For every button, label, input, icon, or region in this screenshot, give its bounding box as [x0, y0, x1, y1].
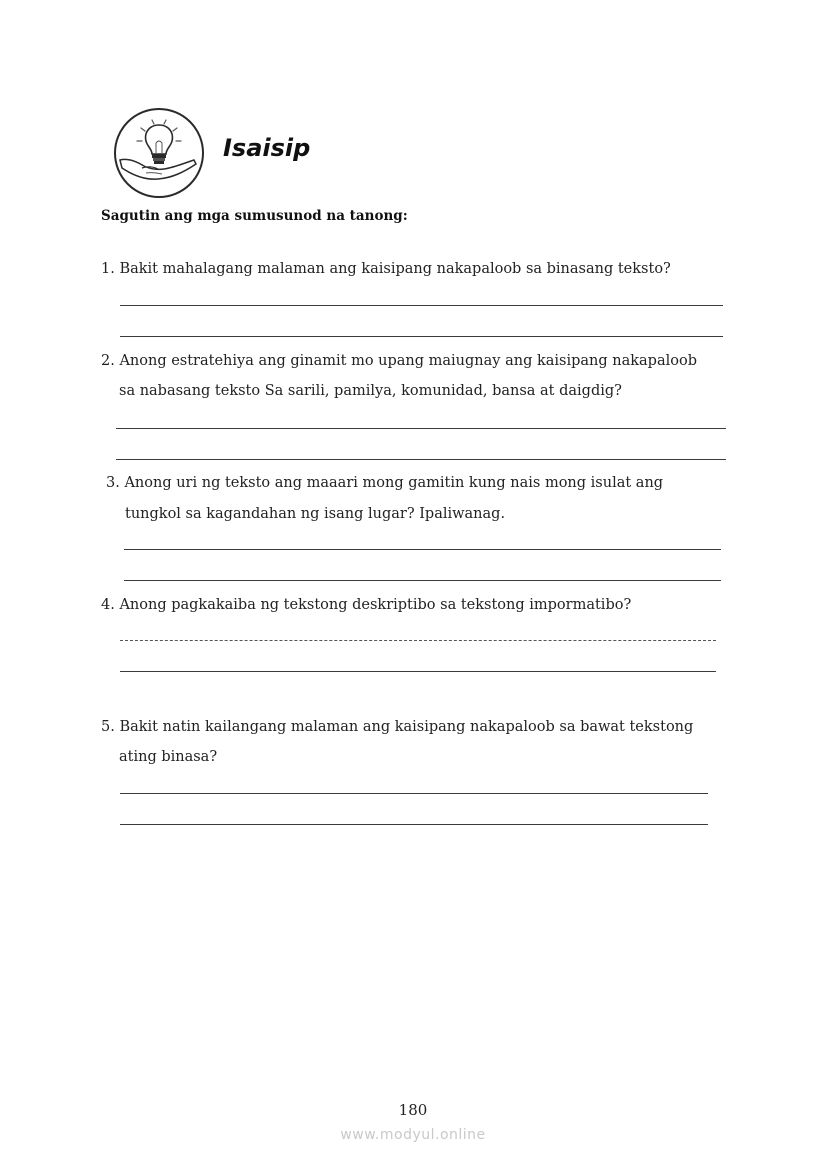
section-title: Isaisip [223, 134, 311, 162]
question-2-text: 2. Anong estratehiya ang ginamit mo upang maiugnay ang kaisipang nakapaloob [101, 353, 697, 369]
answer-line-5a[interactable] [120, 793, 708, 794]
question-4-text: 4. Anong pagkakaiba ng tekstong deskriptibo sa tekstong impormatibo? [101, 597, 632, 613]
answer-line-3b[interactable] [124, 580, 721, 581]
answer-line-1a[interactable] [120, 305, 723, 306]
question-3-text-cont: tungkol sa kagandahan ng isang lugar? Ipaliwanag. [125, 506, 506, 522]
watermark: www.modyul.online [340, 1127, 486, 1143]
lightbulb-hand-icon [112, 106, 206, 200]
answer-line-4b[interactable] [120, 671, 716, 672]
answer-line-2a[interactable] [116, 428, 726, 429]
question-1-text: 1. Bakit mahalagang malaman ang kaisipang nakapaloob sa binasang teksto? [101, 261, 671, 277]
answer-line-3a[interactable] [124, 549, 721, 550]
question-2-text-cont: sa nabasang teksto Sa sarili, pamilya, komunidad, bansa at daigdig? [119, 383, 622, 399]
answer-line-5b[interactable] [120, 824, 708, 825]
page-number: 180 [398, 1101, 428, 1119]
answer-line-2b[interactable] [116, 459, 726, 460]
answer-line-1b[interactable] [120, 336, 723, 337]
question-5-text: 5. Bakit natin kailangang malaman ang kaisipang nakapaloob sa bawat tekstong [101, 719, 694, 735]
instructions: Sagutin ang mga sumusunod na tanong: [101, 208, 408, 224]
answer-line-4a[interactable] [120, 640, 716, 641]
question-5-text-cont: ating binasa? [119, 749, 218, 765]
question-3-text: 3. Anong uri ng teksto ang maaari mong gamitin kung nais mong isulat ang [106, 475, 664, 491]
